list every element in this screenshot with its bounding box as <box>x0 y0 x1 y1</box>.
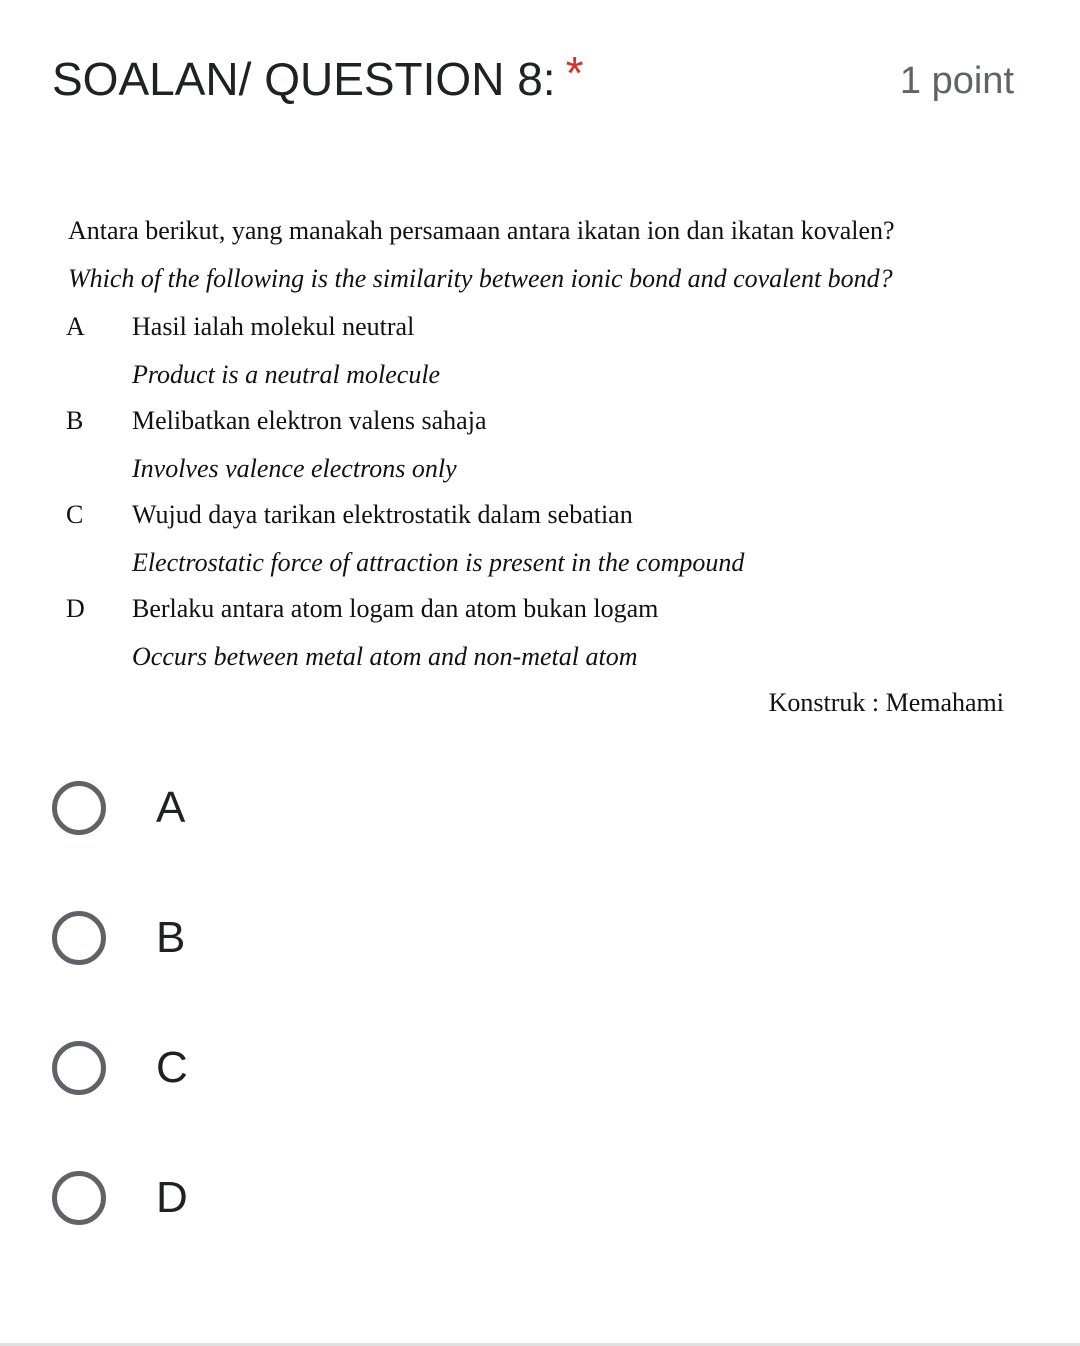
radio-d[interactable] <box>52 1171 106 1225</box>
radio-b[interactable] <box>52 911 106 965</box>
option-c-text-malay: Wujud daya tarikan elektrostatik dalam sebatian <box>132 500 633 529</box>
choice-b[interactable] <box>52 908 1032 1038</box>
answer-choices <box>52 778 1032 1298</box>
option-a-text-malay: Hasil ialah molekul neutral <box>132 312 415 341</box>
option-b-letter: B <box>66 406 84 435</box>
question-title: SOALAN/ QUESTION 8: <box>52 53 556 105</box>
question-stem-english: Which of the following is the similarity between ionic bond and covalent bond? <box>68 264 893 293</box>
question-title-row <box>52 48 583 110</box>
option-d-letter: D <box>66 594 85 623</box>
choice-b-label: B <box>156 913 186 962</box>
choice-a-label: A <box>156 783 186 832</box>
choice-c-label: C <box>156 1043 188 1092</box>
option-a-letter: A <box>66 312 85 341</box>
question-stem-malay: Antara berikut, yang manakah persamaan antara ikatan ion dan ikatan kovalen? <box>68 216 895 245</box>
question-image <box>0 200 1080 740</box>
radio-c[interactable] <box>52 1041 106 1095</box>
option-b-text-malay: Melibatkan elektron valens sahaja <box>132 406 487 435</box>
option-c-text-english: Electrostatic force of attraction is present in the compound <box>132 548 745 577</box>
option-a-text-english: Product is a neutral molecule <box>132 360 441 389</box>
construct-label: Konstruk : Memahami <box>768 688 1004 717</box>
choice-c[interactable] <box>52 1038 1032 1168</box>
option-d-text-english: Occurs between metal atom and non-metal atom <box>132 642 638 671</box>
required-asterisk: * <box>565 47 584 99</box>
choice-d-label: D <box>156 1173 188 1222</box>
option-d-text-malay: Berlaku antara atom logam dan atom bukan logam <box>132 594 659 623</box>
radio-a[interactable] <box>52 781 106 835</box>
question-header <box>52 48 1014 112</box>
option-b-text-english: Involves valence electrons only <box>132 454 457 483</box>
question-points: 1 point <box>899 60 1014 102</box>
choice-a[interactable] <box>52 778 1032 908</box>
choice-d[interactable] <box>52 1168 1032 1298</box>
option-c-letter: C <box>66 500 84 529</box>
